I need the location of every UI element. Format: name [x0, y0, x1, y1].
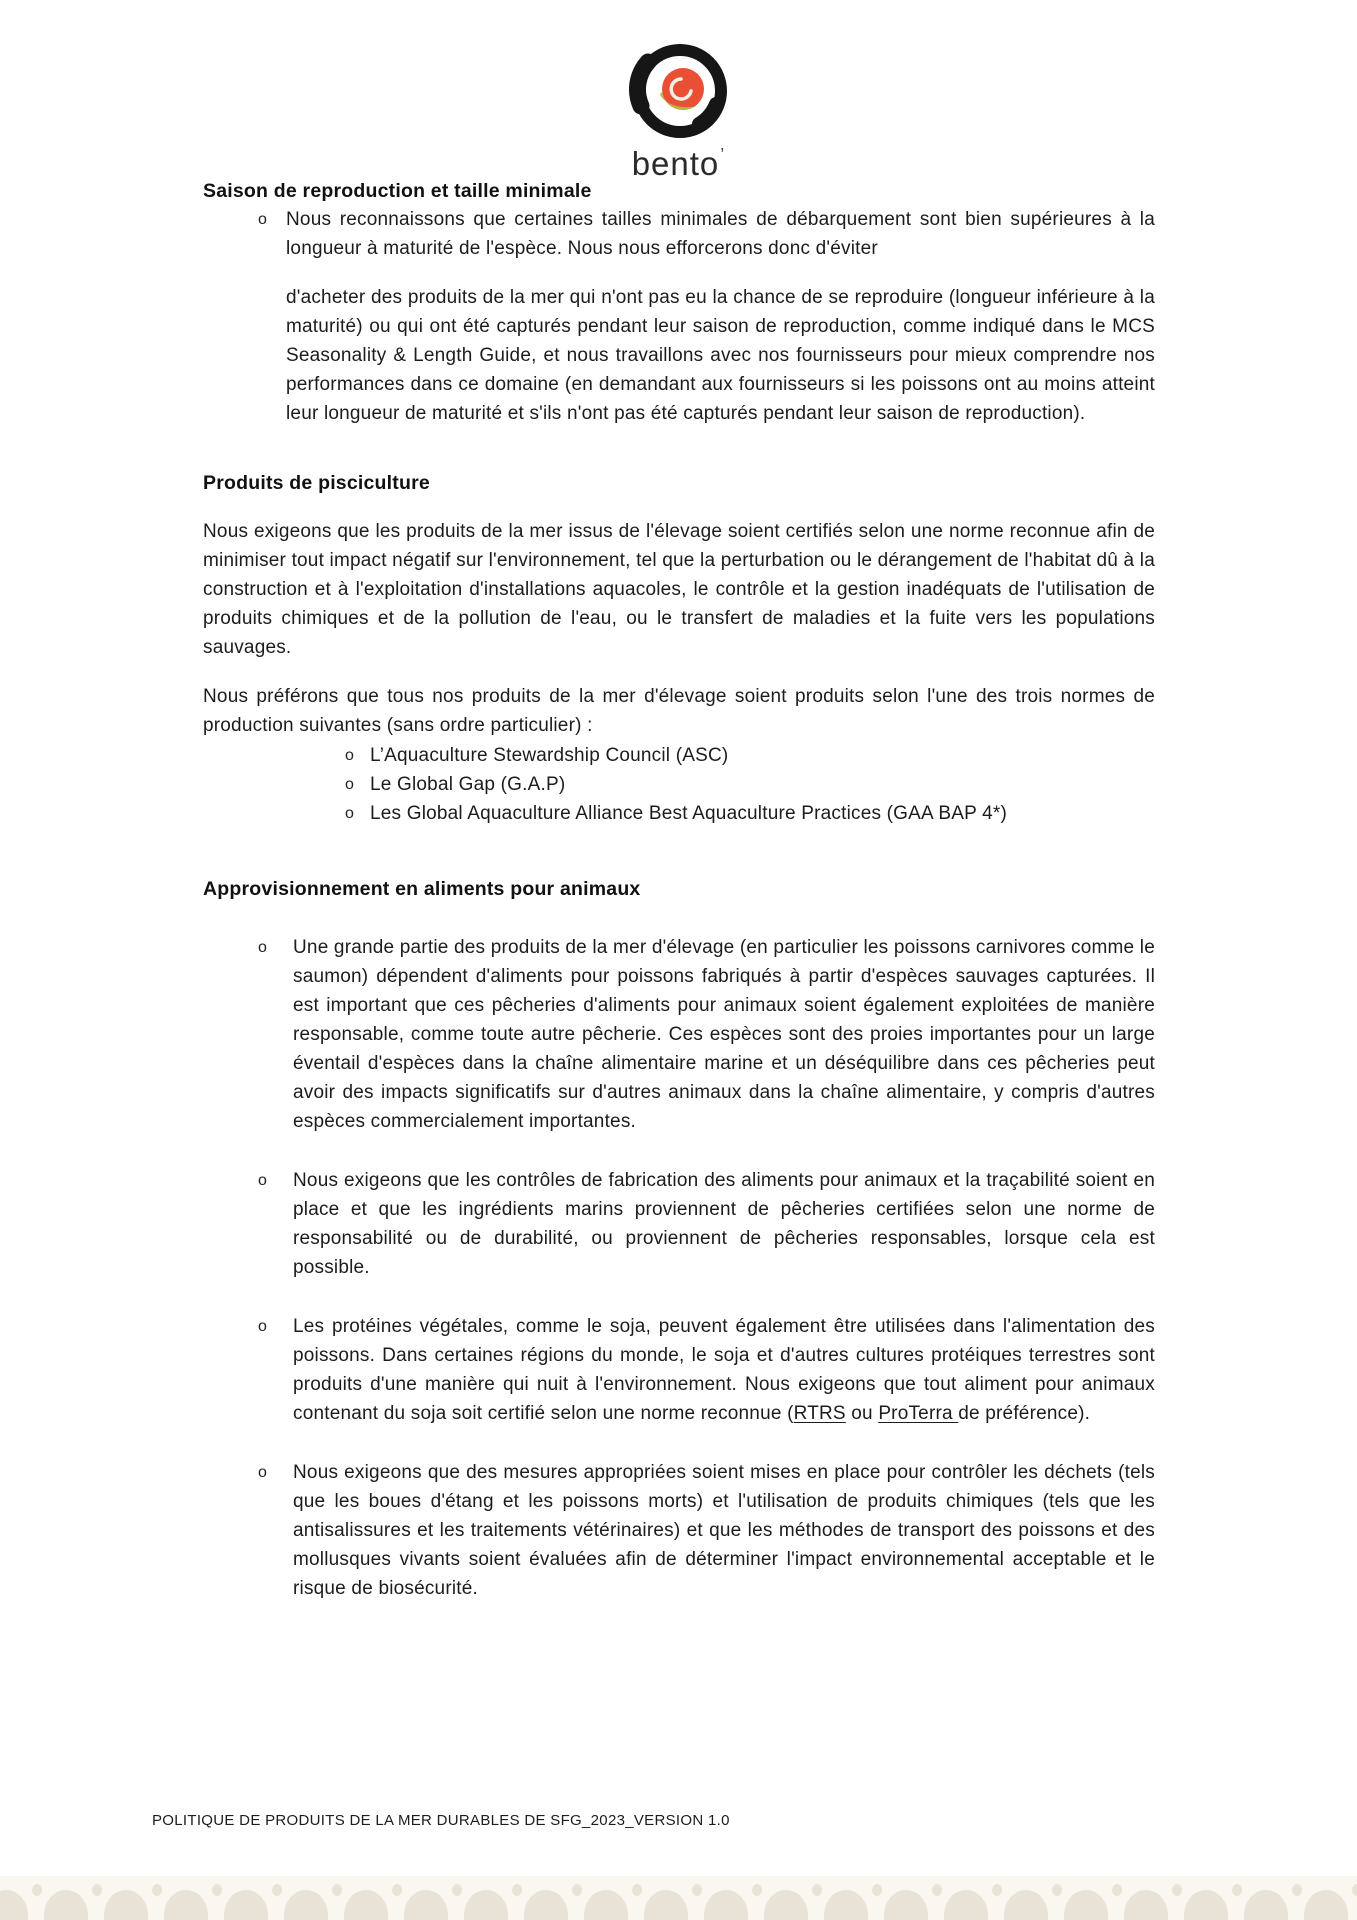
bullet-text: Une grande partie des produits de la mer d'élevage (en particulier les poissons carnivores comme le saumon) dépendent d'aliments pour poissons fabriqués à partir d'espèces sauvages capturées. Il est important que ces pêcheries d'aliments pour animaux soient également exploitées de manière responsable, comme toute autre pêcherie. Ces espèces sont des proies importantes pour un large éventail d'espèces dans la chaîne alimentaire marine et un déséquilibre dans ces pêcheries peut avoir des impacts significatifs sur d'autres animaux dans la chaîne alimentaire, y compris d'autres espèces commercialement importantes. [293, 937, 1155, 1132]
list-item-label: L’Aquaculture Stewardship Council (ASC) [370, 745, 729, 766]
paragraph: Nous préférons que tous nos produits de la mer d'élevage soient produits selon l'une des trois normes de production suivantes (sans ordre particulier) : [203, 686, 1155, 736]
footer-text: POLITIQUE DE PRODUITS DE LA MER DURABLES DE SFG_2023_VERSION 1.0 [152, 1812, 730, 1829]
brand-wordmark: bento [631, 145, 720, 182]
list-item [203, 741, 1155, 770]
list-item-label: Les Global Aquaculture Alliance Best Aquaculture Practices (GAA BAP 4*) [370, 803, 1007, 824]
bullet-item [203, 205, 1155, 428]
link-proterra[interactable]: ProTerra [878, 1403, 959, 1424]
paragraph: Nous reconnaissons que certaines tailles minimales de débarquement sont bien supérieures à la longueur à maturité de l'espèce. Nous nous efforcerons donc d'éviter [286, 209, 1155, 259]
bento-logo-icon [604, 34, 754, 152]
brand-name [632, 146, 726, 180]
list-item-label: Le Global Gap (G.A.P) [370, 774, 566, 795]
paragraph: Nous exigeons que les produits de la mer issus de l'élevage soient certifiés selon une norme reconnue afin de minimiser tout impact négatif sur l'environnement, tel que la perturbation ou le dérangement de l'habitat dû à la construction et à l'exploitation d'installations aquacoles, le contrôle et la gestion inadéquats de l'utilisation de produits chimiques et de la pollution de l'eau, ou le transfert de maladies et la fuite vers les populations sauvages. [203, 521, 1155, 658]
standards-list [203, 741, 1155, 828]
bullet-marker: o [345, 776, 355, 793]
document-body [203, 178, 1155, 1633]
decorative-scallop-border [0, 1876, 1357, 1920]
section-heading-saison-reproduction: Saison de reproduction et taille minimale [203, 180, 592, 202]
bullet-item [203, 1312, 1155, 1428]
bullet-marker: o [258, 939, 268, 956]
paragraph-fragment: de préférence). [958, 1403, 1091, 1424]
bullet-text [293, 1312, 1155, 1428]
trademark-mark: ’ [720, 145, 726, 165]
bullet-text: Nous exigeons que des mesures appropriées soient mises en place pour contrôler les déchets (tels que les boues d'étang et les poissons morts) et l'utilisation de produits chimiques (tels que les antisalissures et les traitements vétérinaires) et que les méthodes de transport des poissons et des mollusques vivants soient évaluées afin de déterminer l'impact environnemental acceptable et le risque de biosécurité. [293, 1462, 1155, 1599]
bullet-marker: o [258, 1172, 268, 1189]
bullet-marker: o [258, 1318, 268, 1335]
paragraph-fragment: Les protéines végétales, comme le soja, peuvent également être utilisées dans l'alimentation des poissons. Dans certaines régions du monde, le soja et d'autres cultures protéiques terrestres sont produits d'une manière qui nuit à l'environnement. Nous exigeons que tout aliment pour animaux contenant du soja soit certifié selon une norme reconnue ( [293, 1316, 1155, 1424]
bullet-text: Nous exigeons que les contrôles de fabrication des aliments pour animaux et la traçabilité soient en place et que les ingrédients marins proviennent de pêcheries certifiées selon une norme de responsabilité ou de durabilité, ou proviennent de pêcheries responsables, lorsque cela est possible. [293, 1170, 1155, 1278]
link-rtrs[interactable]: RTRS [793, 1403, 846, 1424]
list-item [203, 770, 1155, 799]
bullet-item [203, 1166, 1155, 1282]
bullet-marker: o [345, 747, 355, 764]
bullet-marker: o [258, 1464, 268, 1481]
brand-logo [0, 34, 1357, 180]
bullet-marker: o [345, 805, 355, 822]
list-item [203, 799, 1155, 828]
bullet-marker: o [258, 211, 268, 228]
paragraph: d'acheter des produits de la mer qui n'ont pas eu la chance de se reproduire (longueur inférieure à la maturité) ou qui ont été capturés pendant leur saison de reproduction, comme indiqué dans le MCS Seasonality & Length Guide, et nous travaillons avec nos fournisseurs pour mieux comprendre nos performances dans ce domaine (en demandant aux fournisseurs si les poissons ont au moins atteint leur longueur de maturité et s'ils n'ont pas été capturés pendant leur saison de reproduction). [286, 287, 1155, 424]
bullet-text [286, 205, 1155, 428]
scallop-shapes [0, 1884, 1357, 1920]
paragraph-fragment: ou [845, 1403, 879, 1424]
bullet-item [203, 1458, 1155, 1603]
bullet-item [203, 933, 1155, 1136]
section-heading-pisciculture: Produits de pisciculture [203, 472, 430, 494]
section-heading-aliments-animaux: Approvisionnement en aliments pour animaux [203, 878, 641, 900]
